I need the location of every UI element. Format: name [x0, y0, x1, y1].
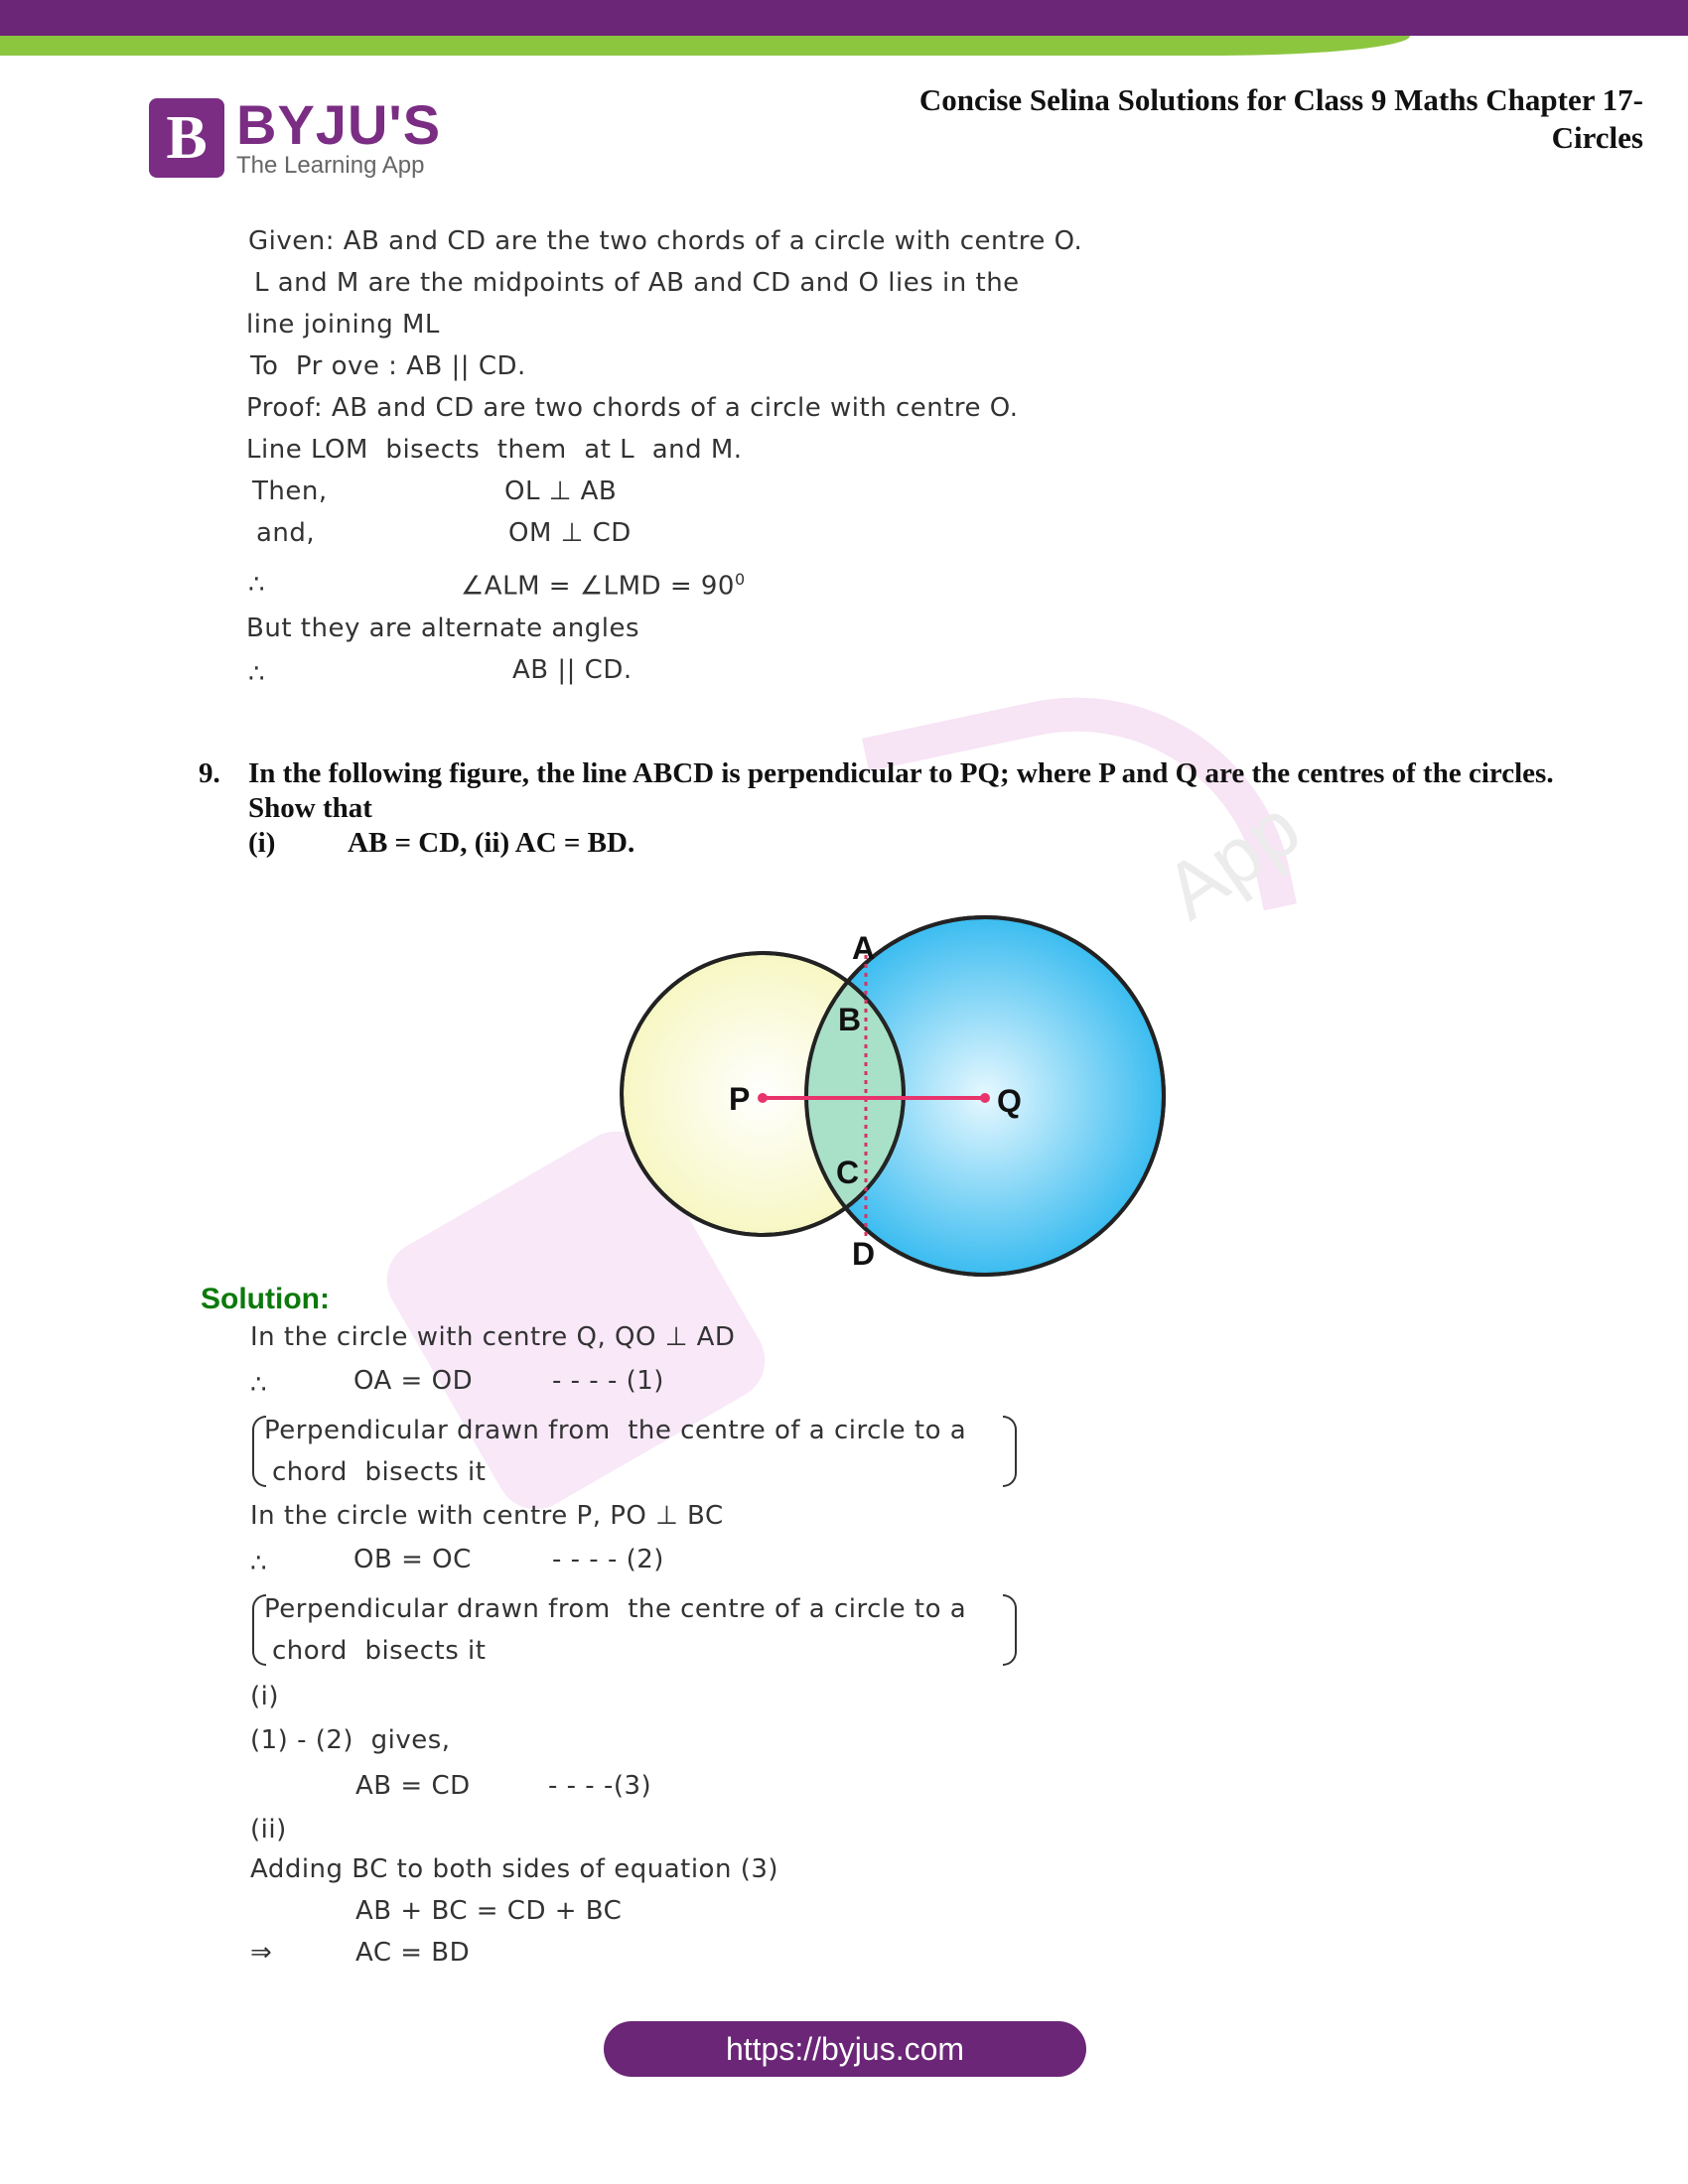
sol-part-ii: (ii): [250, 1815, 287, 1844]
logo-text: [236, 93, 442, 179]
sol-line-circle-p: In the circle with centre P, PO ⊥ BC: [250, 1501, 724, 1531]
proof-line-alternate: But they are alternate angles: [246, 614, 640, 643]
watermark-app-text: App: [1149, 782, 1316, 936]
question-parts: [248, 826, 1589, 861]
sol-line-circle-q: In the circle with centre Q, QO ⊥ AD: [250, 1322, 736, 1352]
proof-line-midpoints: L and M are the midpoints of AB and CD and O lies in the: [254, 268, 1020, 298]
label-a: A: [852, 930, 876, 966]
reason-bracket-right: [1003, 1594, 1017, 1666]
therefore-symbol: ∴: [250, 1370, 268, 1400]
therefore-symbol: ∴: [248, 659, 266, 689]
proof-line-to-prove: To Pr ove : AB || CD.: [250, 351, 526, 381]
proof-line-proof: Proof: AB and CD are two chords of a circle with centre O.: [246, 393, 1019, 423]
sol-eq-oa-od: OA = OD: [353, 1366, 474, 1396]
proof-line-bisects: Line LOM bisects them at L and M.: [246, 435, 743, 465]
question-text: In the following figure, the line ABCD is perpendicular to PQ; where P and Q are the centres of the circles. Show that: [248, 757, 1554, 824]
title-line-1: Concise Selina Solutions for Class 9 Maths Chapter 17-: [918, 82, 1643, 117]
point-q: [980, 1093, 990, 1103]
logo-tagline: The Learning App: [236, 152, 425, 179]
title-line-2: Circles: [1551, 120, 1643, 155]
sol-part-i: (i): [250, 1682, 280, 1711]
document-title: [750, 81, 1643, 157]
question-part-label: (i): [248, 827, 276, 859]
label-d: D: [852, 1236, 876, 1272]
implies-symbol: ⇒: [250, 1938, 273, 1968]
proof-line-and: and,: [256, 518, 316, 548]
sol-eq-ref-3: - - - -(3): [548, 1771, 652, 1801]
proof-line-ol-perp: OL ⊥ AB: [504, 477, 618, 506]
sol-eq-ob-oc: OB = OC: [353, 1545, 472, 1574]
label-b: B: [838, 1002, 862, 1037]
logo-name: BYJU'S: [236, 93, 442, 156]
label-p: P: [729, 1081, 751, 1117]
solution-heading: Solution:: [201, 1283, 330, 1315]
question-9: [199, 756, 1589, 861]
angles-equation: ∠ALM = ∠LMD = 90: [461, 571, 735, 602]
question-parts-text: AB = CD, (ii) AC = BD.: [348, 827, 635, 859]
sol-adding-bc: Adding BC to both sides of equation (3): [250, 1854, 779, 1884]
sol-eq-sum: AB + BC = CD + BC: [355, 1896, 623, 1926]
sol-reason-2a: Perpendicular drawn from the centre of a circle to a: [264, 1594, 967, 1624]
sol-reason-1b: chord bisects it: [272, 1457, 487, 1487]
point-p: [758, 1093, 768, 1103]
logo-mark: [149, 98, 224, 178]
sol-eq-ab-cd: AB = CD: [355, 1771, 471, 1801]
proof-line-angles: [461, 570, 746, 602]
label-c: C: [836, 1155, 860, 1190]
degree-superscript: 0: [734, 570, 746, 589]
label-q: Q: [997, 1083, 1022, 1119]
logo-letter: B: [166, 104, 208, 172]
therefore-symbol: ∴: [250, 1549, 268, 1578]
sol-eq-ref-1: - - - - (1): [552, 1366, 664, 1396]
proof-line-given: Given: AB and CD are the two chords of a circle with centre O.: [248, 226, 1083, 256]
sol-reason-1a: Perpendicular drawn from the centre of a circle to a: [264, 1416, 967, 1445]
proof-line-om-perp: OM ⊥ CD: [508, 518, 632, 548]
therefore-symbol: ∴: [248, 570, 266, 600]
reason-bracket-right: [1003, 1416, 1017, 1487]
intersecting-circles-figure: [596, 903, 1192, 1291]
sol-reason-2b: chord bisects it: [272, 1636, 487, 1666]
top-purple-bar: [0, 0, 1688, 36]
byjus-logo: [149, 93, 442, 179]
proof-line-conclusion: AB || CD.: [512, 655, 633, 685]
sol-eq-ref-2: - - - - (2): [552, 1545, 664, 1574]
sol-eq-ac-bd: AC = BD: [355, 1938, 471, 1968]
top-green-bar: [0, 36, 1410, 56]
proof-line-then: Then,: [252, 477, 328, 506]
proof-line-joining: line joining ML: [246, 310, 440, 340]
footer-url-link[interactable]: [604, 2021, 1086, 2077]
question-number: 9.: [199, 757, 220, 789]
footer-url-text[interactable]: https://byjus.com: [725, 2030, 965, 2067]
sol-subtract: (1) - (2) gives,: [250, 1725, 451, 1755]
